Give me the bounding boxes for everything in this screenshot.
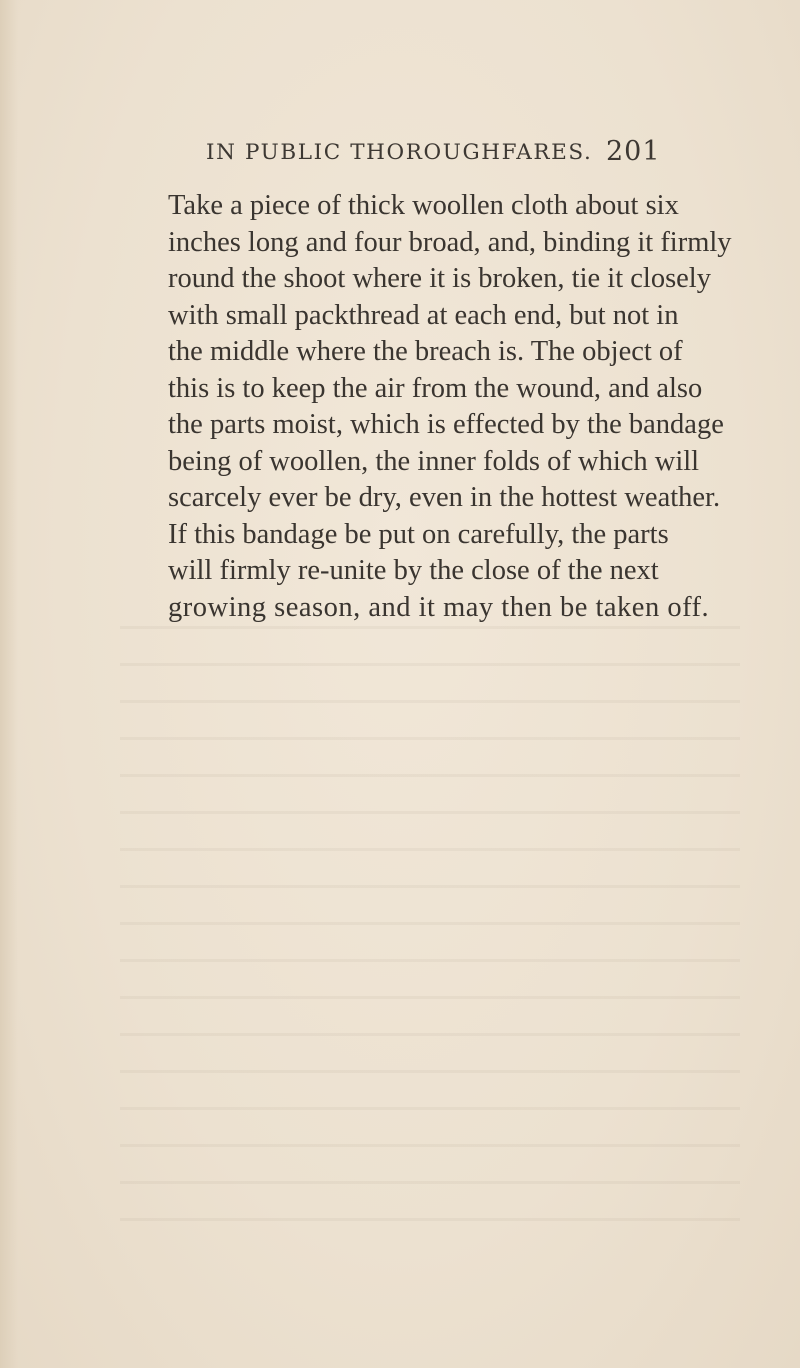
text-line: the parts moist, which is effected by the bandage bbox=[168, 409, 724, 440]
show-through-text bbox=[120, 600, 740, 1240]
page-number: 201 bbox=[606, 136, 661, 167]
text-line: If this bandage be put on carefully, the parts bbox=[168, 518, 669, 550]
text-line: the middle where the breach is. The object of bbox=[168, 336, 683, 367]
text-line: this is to keep the air from the wound, and also bbox=[168, 372, 703, 404]
text-line: inches long and four broad, and, binding it firmly bbox=[168, 226, 732, 258]
text-line: round the shoot where it is broken, tie it closely bbox=[168, 263, 711, 294]
text-line: with small packthread at each end, but not in bbox=[168, 299, 679, 331]
text-line: being of woollen, the inner folds of which will bbox=[168, 445, 700, 477]
text-line: will firmly re-unite by the close of the next bbox=[168, 555, 659, 586]
page-gutter-shadow bbox=[0, 0, 18, 1368]
running-head bbox=[0, 136, 800, 180]
text-line-last: growing season, and it may then be taken off. bbox=[168, 591, 710, 623]
running-title: IN PUBLIC THOROUGHFARES. bbox=[206, 140, 593, 165]
body-paragraph bbox=[168, 188, 732, 626]
text-line: Take a piece of thick woollen cloth about six bbox=[168, 190, 679, 221]
text-line: scarcely ever be dry, even in the hottest weather. bbox=[168, 482, 721, 513]
